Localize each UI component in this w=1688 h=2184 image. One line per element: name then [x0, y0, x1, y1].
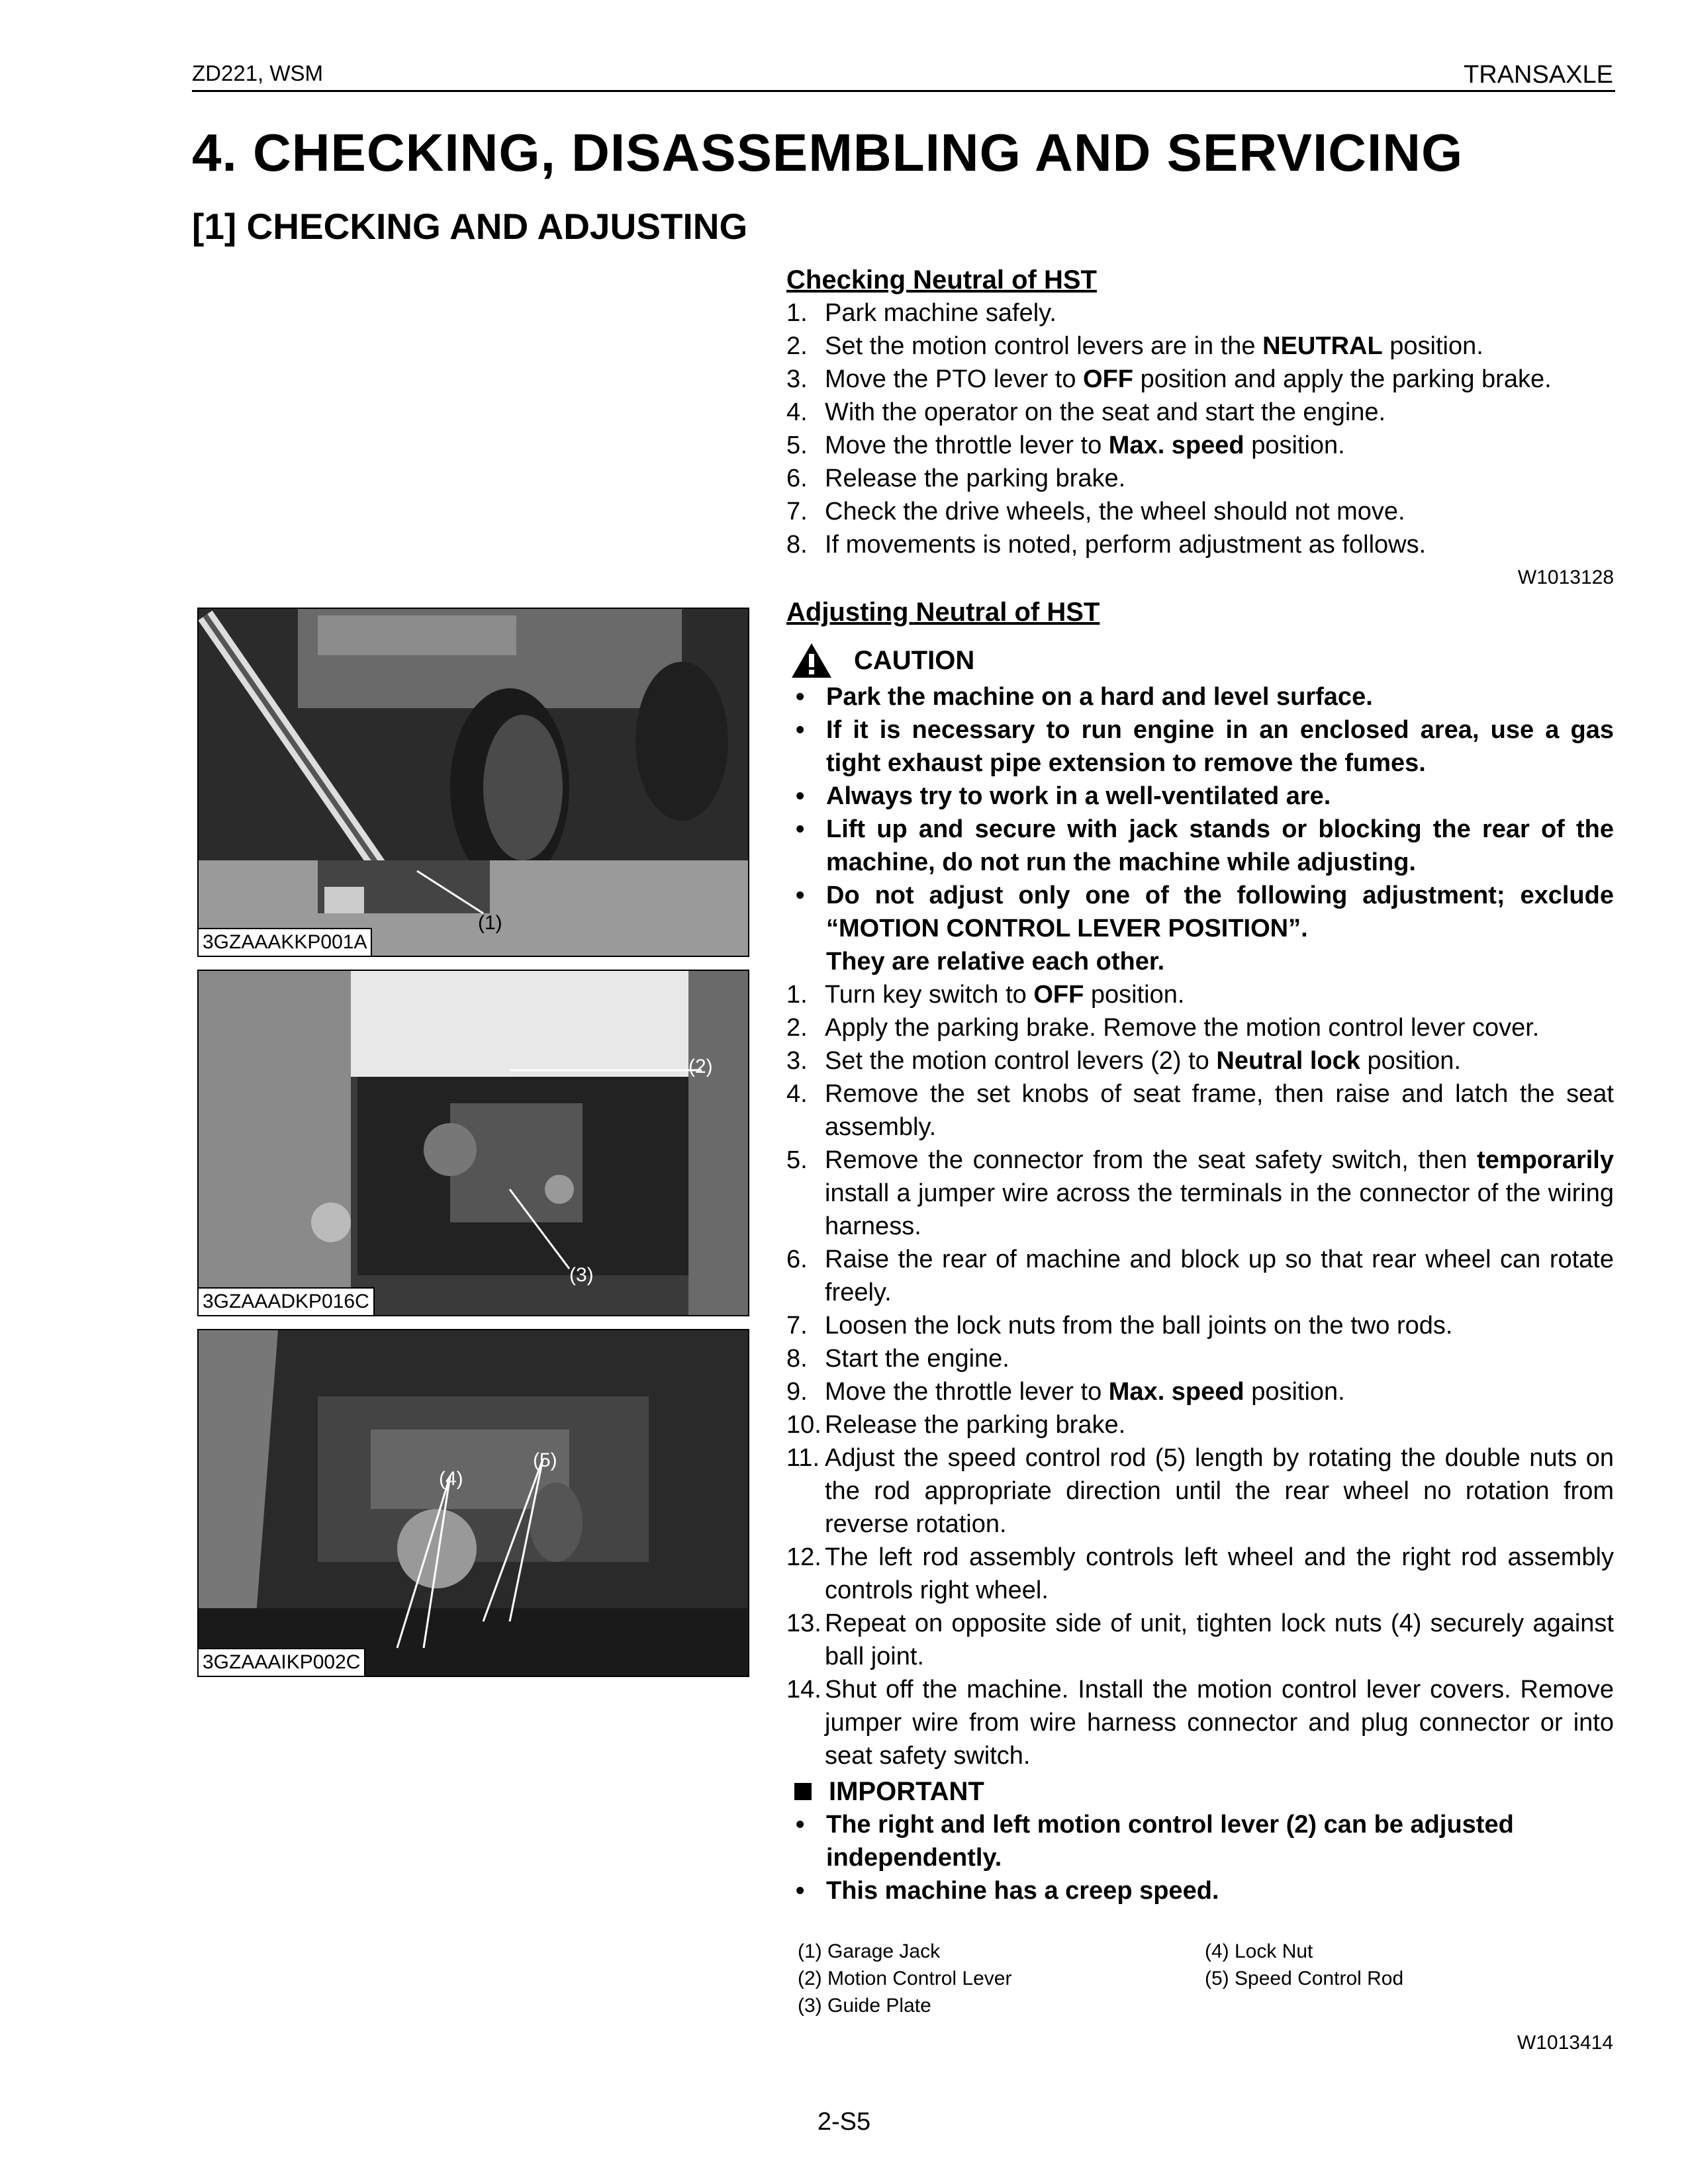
- step-number: 13.: [786, 1610, 821, 1637]
- step-text: Start the engine.: [825, 1345, 1009, 1373]
- garage-jack-image: [199, 609, 748, 956]
- step-text: Repeat on opposite side of unit, tighten lock nuts (4) securely against ball joint.: [825, 1610, 1614, 1670]
- step-text: position.: [1244, 1378, 1345, 1406]
- step-number: 7.: [786, 498, 808, 525]
- step-number: 6.: [786, 1246, 808, 1273]
- motion-control-lever-image: [199, 971, 748, 1315]
- step-item: [786, 1243, 1614, 1309]
- legend-item: (4) Lock Nut: [1205, 1940, 1313, 1962]
- step-text: Max. speed: [1108, 1378, 1244, 1406]
- step-item: [786, 1077, 1614, 1144]
- photo-caption: 3GZAAAKKP001A: [199, 928, 372, 956]
- caution-extra: They are relative each other.: [826, 948, 1165, 976]
- step-text: position.: [1244, 432, 1345, 459]
- step-number: 5.: [786, 432, 808, 459]
- step-number: 3.: [786, 365, 808, 393]
- step-text: position.: [1360, 1047, 1461, 1075]
- step-number: 7.: [786, 1312, 808, 1340]
- step-number: 2.: [786, 332, 808, 360]
- step-text: Move the throttle lever to: [825, 432, 1109, 459]
- checking-steps: [786, 296, 1614, 561]
- step-item: [786, 1011, 1614, 1044]
- step-item: [786, 396, 1614, 429]
- step-item: [786, 363, 1614, 396]
- checking-heading: Checking Neutral of HST: [786, 265, 1097, 295]
- legend-right: [1205, 1938, 1403, 1992]
- step-text: Set the motion control levers are in the: [825, 332, 1263, 360]
- speed-control-rod-image: [199, 1330, 748, 1676]
- step-text: Release the parking brake.: [825, 1411, 1126, 1439]
- step-item: [786, 429, 1614, 462]
- caution-row: [786, 641, 1614, 680]
- step-text: position and apply the parking brake.: [1133, 365, 1552, 393]
- caution-item: • Do not adjust only one of the following adjustment; exclude “MOTION CONTROL LEVER POSITION”.: [786, 879, 1614, 945]
- adjusting-heading: Adjusting Neutral of HST: [786, 598, 1100, 627]
- step-text: position.: [1382, 332, 1483, 360]
- step-item: [786, 1044, 1614, 1077]
- caution-item: • Lift up and secure with jack stands or blocking the rear of the machine, do not run the machine while adjusting.: [786, 813, 1614, 879]
- step-number: 1.: [786, 299, 808, 327]
- caution-list: [786, 680, 1614, 945]
- legend-item: (2) Motion Control Lever: [798, 1968, 1012, 1989]
- step-item: [786, 1441, 1614, 1541]
- step-number: 9.: [786, 1378, 808, 1406]
- step-number: 1.: [786, 981, 808, 1009]
- header-model: ZD221, WSM: [192, 61, 324, 85]
- photo-motion-control-lever: [197, 970, 749, 1316]
- step-text: If movements is noted, perform adjustment as follows.: [825, 531, 1427, 559]
- step-item: [786, 978, 1614, 1011]
- step-number: 4.: [786, 398, 808, 426]
- callout-5: (5): [533, 1449, 557, 1471]
- header-rule: [192, 90, 1615, 92]
- callout-3: (3): [569, 1264, 594, 1286]
- legend-item: (1) Garage Jack: [798, 1940, 941, 1962]
- step-item: [786, 462, 1614, 495]
- step-item: [786, 495, 1614, 528]
- step-number: 2.: [786, 1014, 808, 1042]
- step-text: Check the drive wheels, the wheel should not move.: [825, 498, 1405, 525]
- caution-item: • If it is necessary to run engine in an enclosed area, use a gas tight exhaust pipe extension to remove the fumes.: [786, 713, 1614, 780]
- caution-label: CAUTION: [854, 646, 975, 675]
- step-text: With the operator on the seat and start the engine.: [825, 398, 1386, 426]
- step-number: 8.: [786, 1345, 808, 1373]
- step-number: 11.: [786, 1444, 820, 1472]
- step-text: install a jumper wire across the terminals in the connector of the wiring harness.: [825, 1179, 1614, 1240]
- step-number: 14.: [786, 1676, 821, 1704]
- step-text: OFF: [1083, 365, 1134, 393]
- important-label: IMPORTANT: [829, 1777, 984, 1806]
- step-item: [786, 1408, 1614, 1441]
- step-text: Raise the rear of machine and block up so that rear wheel can rotate freely.: [825, 1246, 1614, 1306]
- step-item: [786, 1673, 1614, 1772]
- legend-item: (5) Speed Control Rod: [1205, 1968, 1404, 1989]
- step-number: 8.: [786, 531, 808, 559]
- step-number: 5.: [786, 1146, 808, 1174]
- legend-left: [798, 1938, 1011, 2019]
- photo-speed-control-rod: [197, 1329, 749, 1677]
- important-item: • This machine has a creep speed.: [786, 1874, 1614, 1907]
- step-text: position.: [1084, 981, 1185, 1009]
- step-text: Adjust the speed control rod (5) length by rotating the double nuts on the rod appropriate direction until the rear wheel no rotation from reverse rotation.: [825, 1444, 1614, 1538]
- step-text: Remove the set knobs of seat frame, then raise and latch the seat assembly.: [825, 1080, 1614, 1141]
- warning-triangle-icon: [786, 641, 839, 680]
- step-text: Set the motion control levers (2) to: [825, 1047, 1217, 1075]
- page-title: 4. CHECKING, DISASSEMBLING AND SERVICING: [192, 123, 1464, 182]
- callout-2: (2): [688, 1056, 713, 1077]
- photo-garage-jack: [197, 608, 749, 957]
- adjusting-steps: [786, 978, 1614, 1772]
- step-item: [786, 1541, 1614, 1607]
- step-text: NEUTRAL: [1262, 332, 1383, 360]
- step-item: [786, 1375, 1614, 1408]
- important-list: [786, 1808, 1614, 1907]
- step-text: Max. speed: [1108, 432, 1244, 459]
- step-text: OFF: [1033, 981, 1084, 1009]
- step-number: 12.: [786, 1543, 821, 1571]
- adjusting-section: [786, 596, 1614, 1907]
- step-text: Release the parking brake.: [825, 465, 1126, 492]
- callout-4: (4): [439, 1468, 463, 1490]
- section-title: [1] CHECKING AND ADJUSTING: [192, 206, 748, 247]
- step-text: Move the PTO lever to: [825, 365, 1084, 393]
- caution-item: • Park the machine on a hard and level surface.: [786, 680, 1614, 713]
- step-text: Park machine safely.: [825, 299, 1056, 327]
- legend-item: (3) Guide Plate: [798, 1995, 931, 2017]
- callout-1: (1): [478, 912, 502, 934]
- checking-code: W1013128: [1517, 567, 1614, 588]
- step-item: [786, 528, 1614, 561]
- step-item: [786, 1342, 1614, 1375]
- step-number: 4.: [786, 1080, 808, 1108]
- step-text: temporarily: [1477, 1146, 1614, 1174]
- step-item: [786, 1309, 1614, 1342]
- step-number: 10.: [786, 1411, 821, 1439]
- step-item: [786, 330, 1614, 363]
- step-text: Move the throttle lever to: [825, 1378, 1109, 1406]
- important-row: [786, 1775, 1614, 1808]
- adjusting-code: W1013414: [1517, 2032, 1613, 2054]
- step-text: Turn key switch to: [825, 981, 1034, 1009]
- step-number: 6.: [786, 465, 808, 492]
- step-item: [786, 1144, 1614, 1243]
- step-text: The left rod assembly controls left wheel and the right rod assembly controls right wheel.: [825, 1543, 1614, 1604]
- step-text: Remove the connector from the seat safety switch, then: [825, 1146, 1477, 1174]
- photo-caption: 3GZAAADKP016C: [199, 1287, 375, 1315]
- square-bullet-icon: [794, 1783, 812, 1800]
- header-section: TRANSAXLE: [1464, 61, 1613, 89]
- step-text: Neutral lock: [1216, 1047, 1360, 1075]
- caution-item: • Always try to work in a well-ventilated are.: [786, 780, 1614, 813]
- photo-caption: 3GZAAAIKP002C: [199, 1648, 365, 1676]
- step-text: Shut off the machine. Install the motion control lever covers. Remove jumper wire from wire harness connector and plug connector or into seat safety switch.: [825, 1676, 1614, 1770]
- step-text: Loosen the lock nuts from the ball joints on the two rods.: [825, 1312, 1453, 1340]
- step-text: Apply the parking brake. Remove the motion control lever cover.: [825, 1014, 1540, 1042]
- step-item: [786, 1607, 1614, 1673]
- step-number: 3.: [786, 1047, 808, 1075]
- page-number: 2-S5: [817, 2108, 871, 2136]
- checking-section: [786, 263, 1614, 594]
- important-item: • The right and left motion control lever (2) can be adjusted independently.: [786, 1808, 1614, 1874]
- step-item: [786, 296, 1614, 330]
